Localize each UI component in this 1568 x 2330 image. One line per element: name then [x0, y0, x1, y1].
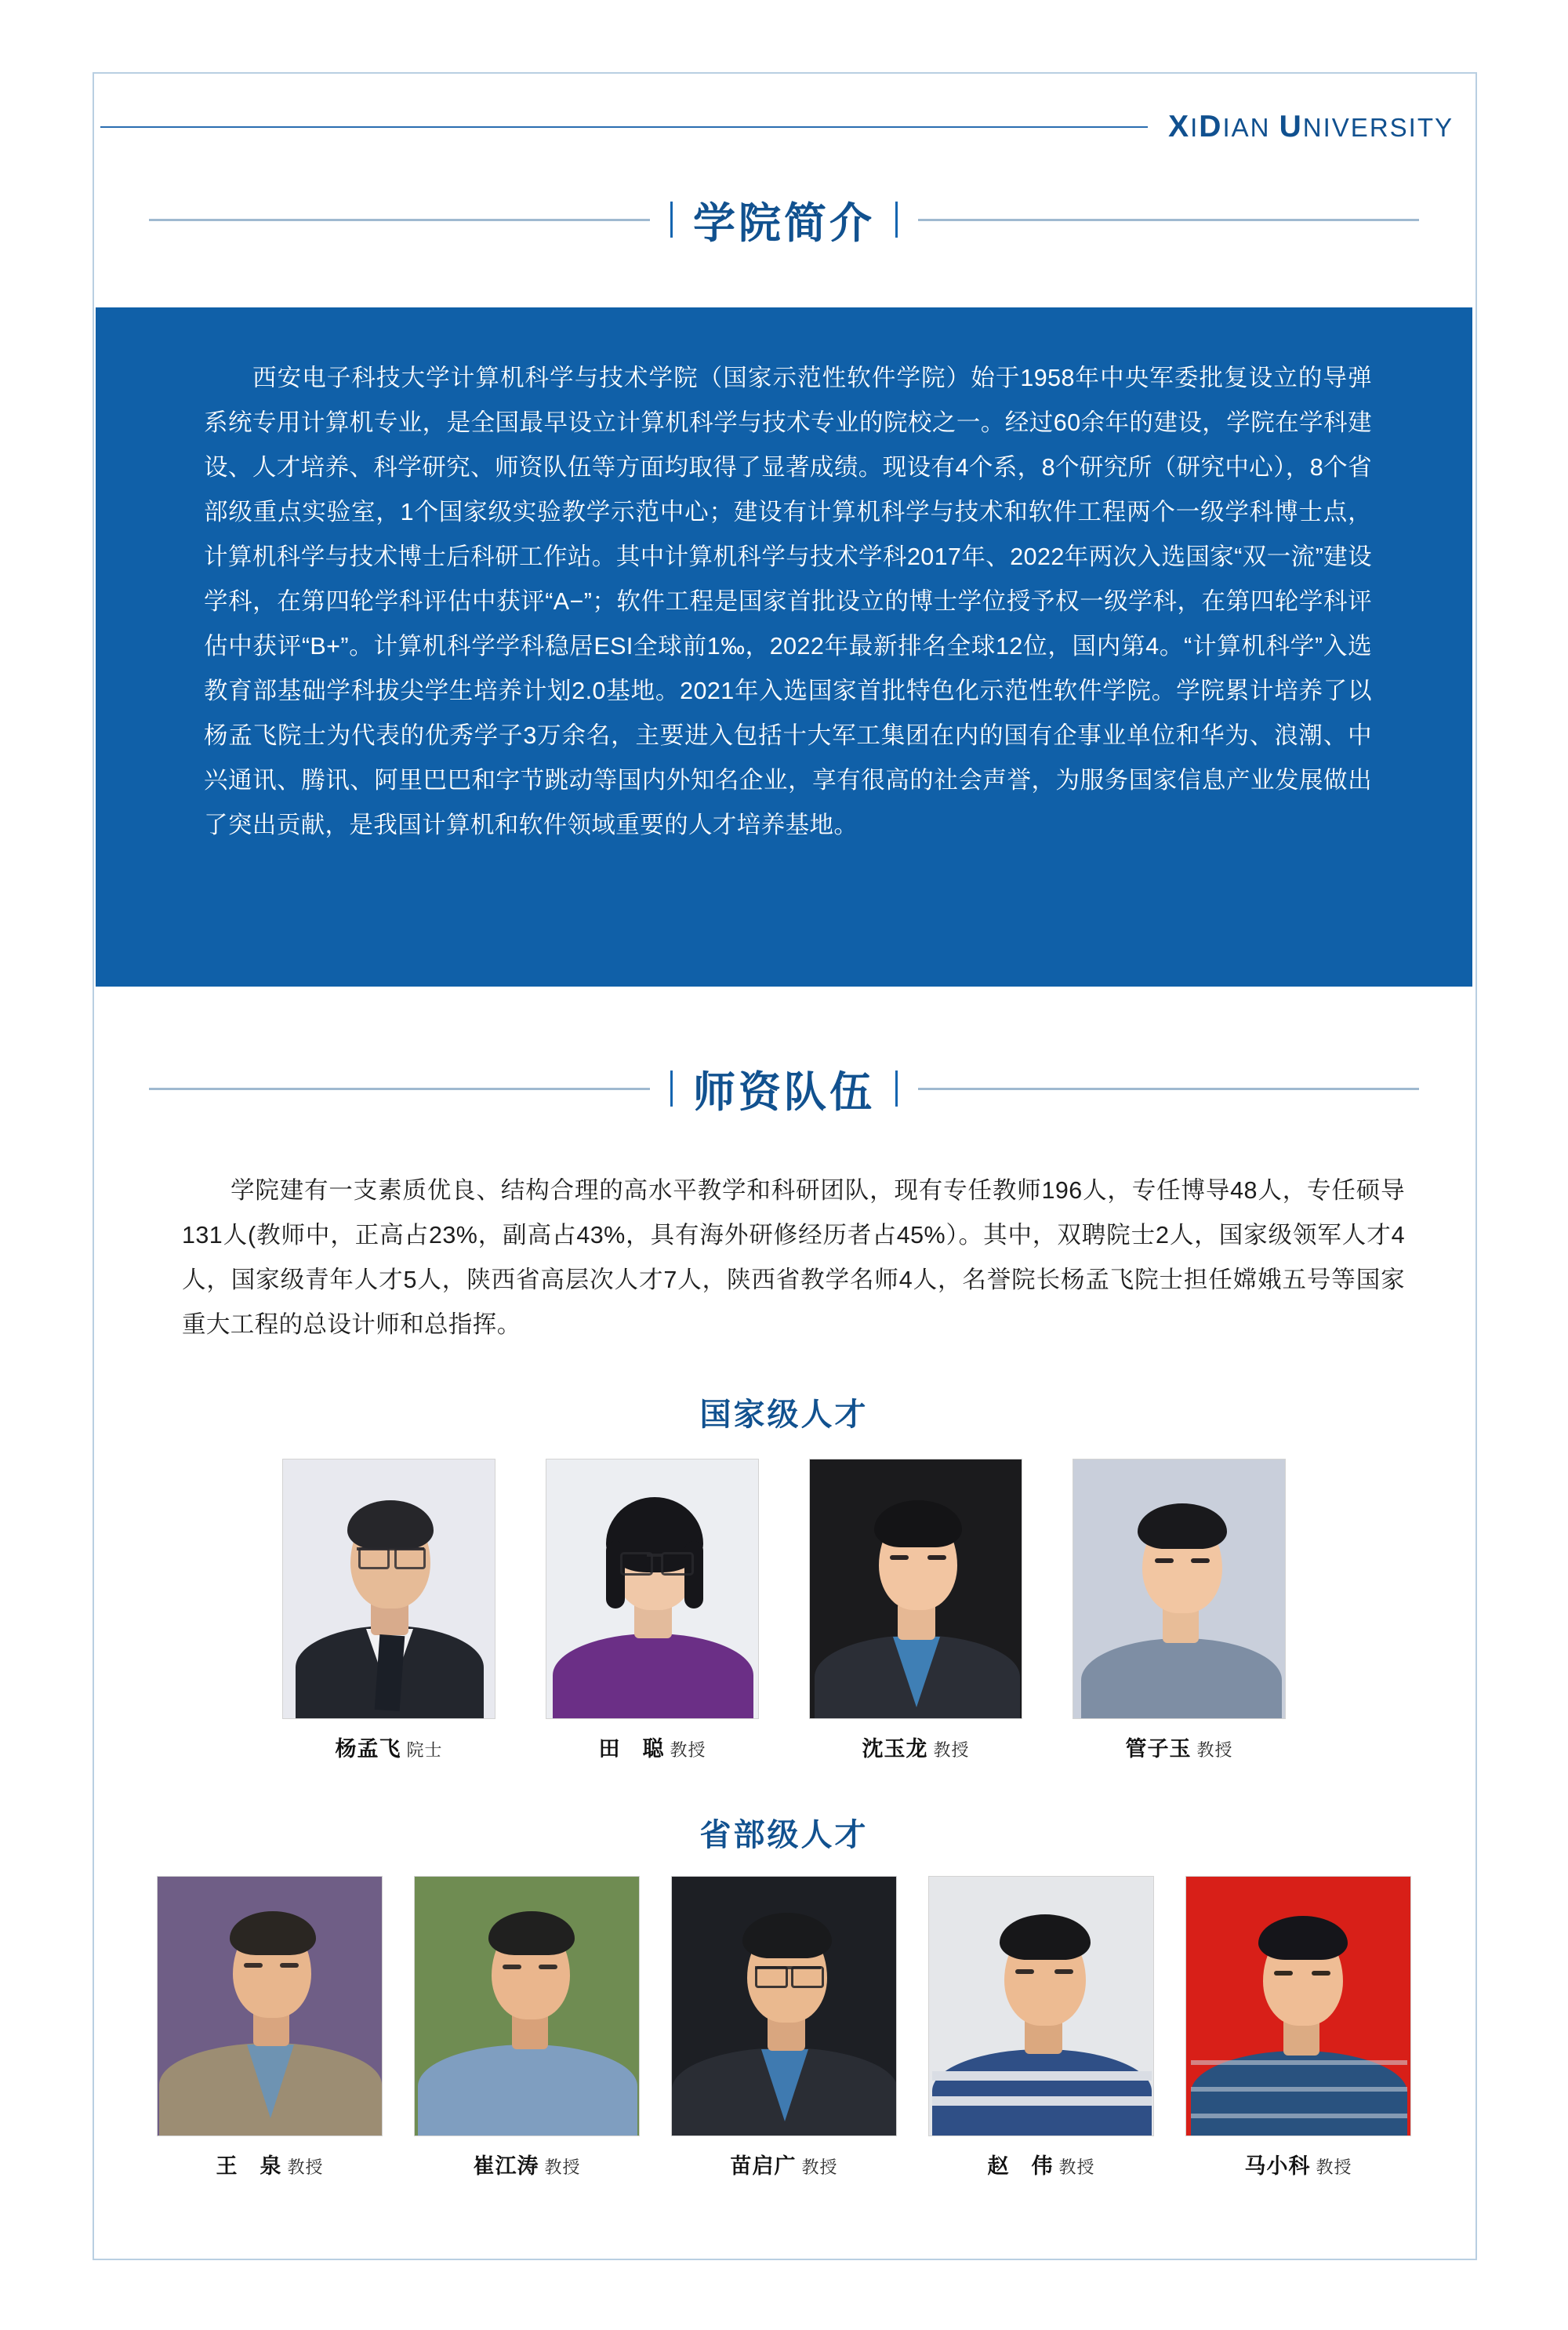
- person-title: 教授: [287, 2157, 324, 2177]
- person-name: 苗启广: [730, 2154, 797, 2178]
- intro-block: [96, 307, 1472, 987]
- person-title: 教授: [544, 2157, 581, 2177]
- person-card: [928, 1876, 1154, 2179]
- person-caption: [862, 1732, 969, 1762]
- heading-tick-left: [670, 1070, 673, 1107]
- person-caption: [598, 1732, 706, 1762]
- portrait-cuijiangtao: [414, 1876, 640, 2136]
- heading-tick-right: [895, 1070, 898, 1107]
- person-name: 王 泉: [216, 2154, 282, 2178]
- person-title: 教授: [1316, 2157, 1352, 2177]
- person-name: 沈玉龙: [862, 1737, 928, 1761]
- intro-paragraph: 西安电子科技大学计算机科学与技术学院（国家示范性软件学院）始于1958年中央军委批复设立的导弹系统专用计算机专业，是全国最早设立计算机科学与技术专业的院校之一。经过60余年的建设，学院在学科建设、人才培养、科学研究、师资队伍等方面均取得了显著成绩。现设有4个系，8个研究所（研究中心），8个省部级重点实验室，1个国家级实验教学示范中心；建设有计算机科学与技术和软件工程两个一级学科博士点，计算机科学与技术博士后科研工作站。其中计算机科学与技术学科2017年、2022年两次入选国家“双一流”建设学科，在第四轮学科评估中获评“A−”；软件工程是国家首批设立的博士学位授予权一级学科，在第四轮学科评估中获评“B+”。计算机科学学科稳居ESI全球前1‰，2022年最新排名全球12位，国内第4。“计算机科学”入选教育部基础学科拔尖学生培养计划2.0基地。2021年入选国家首批特色化示范性软件学院。学院累计培养了以杨孟飞院士为代表的优秀学子3万余名，主要进入包括十大军工集团在内的国有企事业单位和华为、浪潮、中兴通讯、腾讯、阿里巴巴和字节跳动等国内外知名企业，享有很高的社会声誉，为服务国家信息产业发展做出了突出贡献，是我国计算机和软件领域重要的人才培养基地。: [204, 365, 1372, 838]
- provincial-talent-row: [0, 1876, 1568, 2179]
- person-name: 马小科: [1244, 2154, 1311, 2178]
- person-caption: [987, 2149, 1094, 2179]
- brand-title: XIDIAN UNIVERSITY: [1168, 110, 1454, 144]
- heading-tick-left: [670, 202, 673, 238]
- brand-rule: [100, 126, 1148, 128]
- portrait-maxiaoke: [1185, 1876, 1411, 2136]
- person-caption: [1244, 2149, 1352, 2179]
- person-name: 赵 伟: [987, 2154, 1054, 2178]
- person-title: 教授: [1196, 1740, 1233, 1760]
- person-caption: [216, 2149, 323, 2179]
- person-caption: [473, 2149, 580, 2179]
- brand-header: [93, 104, 1477, 151]
- heading-rule-left: [149, 1088, 650, 1090]
- heading-rule-left: [149, 219, 650, 221]
- section-heading-intro: [149, 182, 1419, 257]
- portrait-zhaowei: [928, 1876, 1154, 2136]
- person-name: 田 聪: [598, 1737, 665, 1761]
- person-card: [1073, 1459, 1286, 1762]
- person-card: [1185, 1876, 1411, 2179]
- person-title: 教授: [933, 1740, 970, 1760]
- national-talent-title: 国家级人才: [699, 1398, 869, 1432]
- portrait-miaoqiguang: [671, 1876, 897, 2136]
- provincial-talent-title: 省部级人才: [699, 1818, 869, 1852]
- person-card: [546, 1459, 759, 1762]
- person-name: 杨孟飞: [335, 1737, 401, 1761]
- intro-section-title: 学院简介: [693, 199, 875, 247]
- portrait-yangmengfei: [282, 1459, 495, 1719]
- portrait-guanziyu: [1073, 1459, 1286, 1719]
- person-title: 教授: [1058, 2157, 1095, 2177]
- portrait-wangquan: [157, 1876, 383, 2136]
- person-caption: [1125, 1732, 1232, 1762]
- portrait-tiancong: [546, 1459, 759, 1719]
- person-title: 教授: [801, 2157, 838, 2177]
- national-talent-row: [0, 1459, 1568, 1762]
- faculty-section-title: 师资队伍: [693, 1068, 875, 1116]
- person-caption: [730, 2149, 837, 2179]
- person-card: [414, 1876, 640, 2179]
- heading-rule-right: [918, 219, 1419, 221]
- person-card: [671, 1876, 897, 2179]
- section-heading-faculty: [149, 1051, 1419, 1126]
- person-caption: [335, 1732, 442, 1762]
- faculty-paragraph: 学院建有一支素质优良、结构合理的高水平教学和科研团队，现有专任教师196人，专任博导48人，专任硕导131人(教师中，正高占23%，副高占43%，具有海外研修经历者占45%）。其中，双聘院士2人，国家级领军人才4人，国家级青年人才5人，陕西省高层次人才7人，陕西省教学名师4人，名誉院长杨孟飞院士担任嫦娥五号等国家重大工程的总设计师和总指挥。: [182, 1177, 1405, 1338]
- heading-rule-right: [918, 1088, 1419, 1090]
- person-name: 崔江涛: [473, 2154, 539, 2178]
- person-title: 教授: [670, 1740, 706, 1760]
- person-card: [282, 1459, 495, 1762]
- person-title: 院士: [406, 1740, 443, 1760]
- person-card: [157, 1876, 383, 2179]
- person-name: 管子玉: [1125, 1737, 1192, 1761]
- portrait-shenyulong: [809, 1459, 1022, 1719]
- person-card: [809, 1459, 1022, 1762]
- heading-tick-right: [895, 202, 898, 238]
